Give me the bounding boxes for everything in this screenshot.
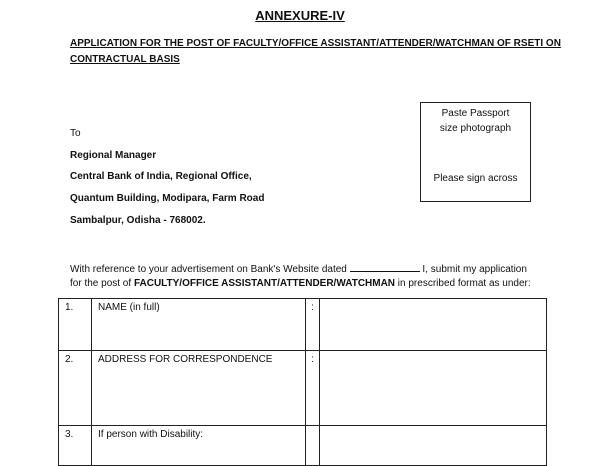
row-number: 3. [59,426,92,466]
row-colon: : [306,299,320,351]
photo-box-line1: Paste Passport [441,108,510,119]
disability-value-field[interactable] [320,426,547,466]
address-value-field[interactable] [320,351,547,426]
address-line1: Regional Manager [70,150,157,161]
post-text-start: for the post of [70,278,134,289]
row-colon [306,426,320,466]
post-names: FACULTY/OFFICE ASSISTANT/ATTENDER/WATCHMAN [133,278,396,289]
application-form-table [58,298,547,466]
application-title-line1: APPLICATION FOR THE POST OF FACULTY/OFFICE ASSISTANT/ATTENDER/WATCHMAN OF RSETI ON [70,38,561,49]
post-text-end: in prescribed format as under: [395,278,531,289]
reference-paragraph-line2 [70,278,531,289]
annexure-title: ANNEXURE-IV [255,8,345,23]
reference-paragraph-line1 [70,262,527,275]
table-row [59,299,547,351]
row-label: If person with Disability: [92,426,306,466]
address-line4: Sambalpur, Odisha - 768002. [70,215,206,226]
reference-text-start: With reference to your advertisement on Bank's Website dated [70,264,350,275]
photo-box-sign-note: Please sign across [433,173,518,184]
row-number: 1. [59,299,92,351]
table-row [59,426,547,466]
passport-photo-box [420,102,531,202]
row-number: 2. [59,351,92,426]
row-label: ADDRESS FOR CORRESPONDENCE [92,351,306,426]
application-title-line2: CONTRACTUAL BASIS [70,54,180,65]
reference-text-end: I, submit my application [419,264,527,275]
table-row [59,351,547,426]
row-label: NAME (in full) [92,299,306,351]
name-value-field[interactable] [320,299,547,351]
row-colon: : [306,351,320,426]
address-line2: Central Bank of India, Regional Office, [70,171,252,182]
address-to: To [70,128,81,139]
address-line3: Quantum Building, Modipara, Farm Road [70,193,265,204]
photo-box-line2: size photograph [439,123,512,134]
date-blank[interactable] [350,262,420,272]
